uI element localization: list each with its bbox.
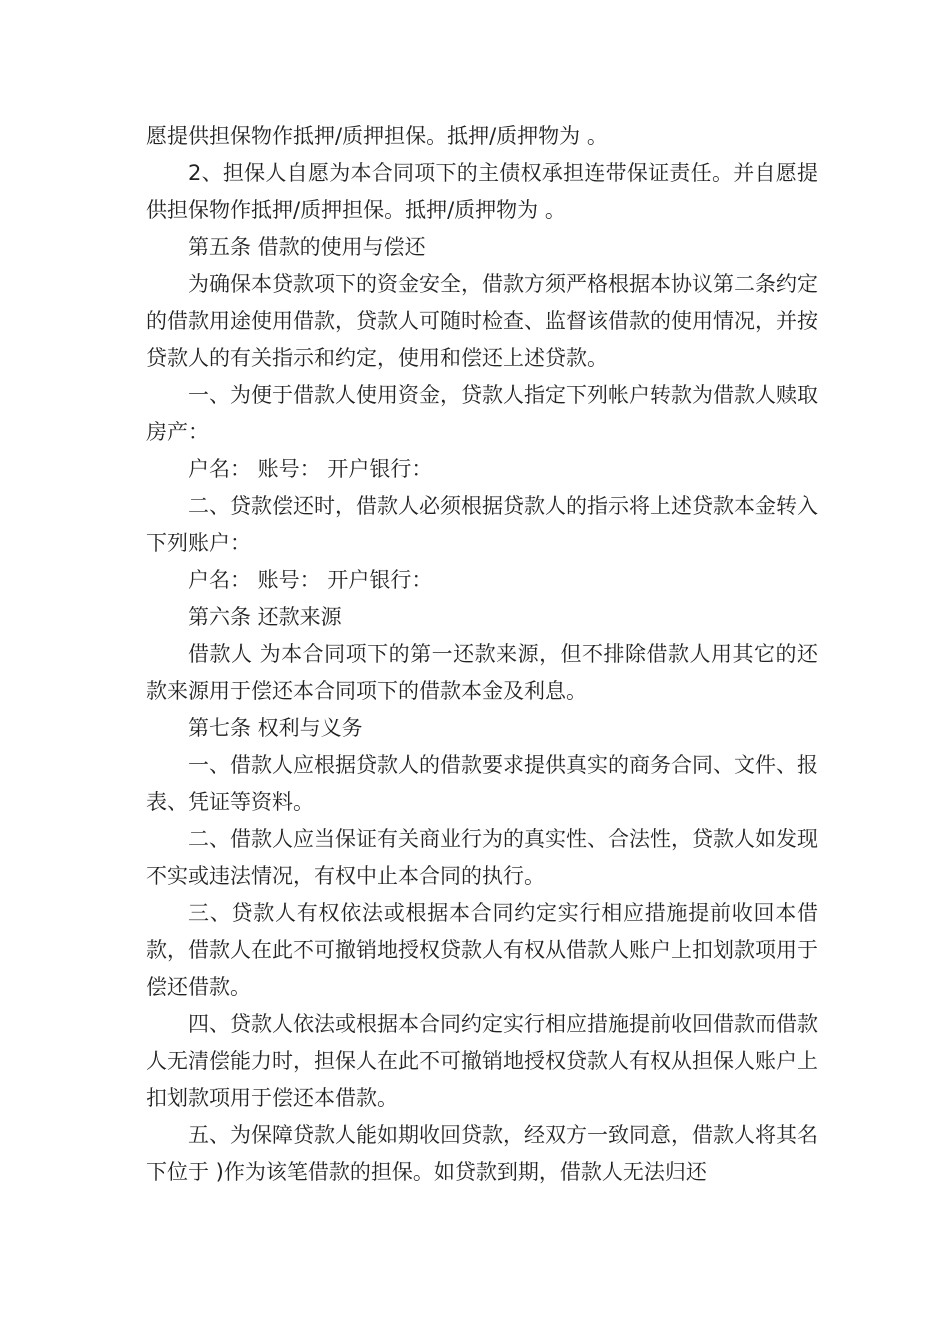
- paragraph-designated-account: 一、为便于借款人使用资金，贷款人指定下列帐户转款为借款人赎取房产：: [146, 383, 818, 444]
- paragraph-guarantor-clause-2: 2、担保人自愿为本合同项下的主债权承担连带保证责任。并自愿提供担保物作抵押/质押担保。抵押/质押物为 。: [146, 161, 818, 222]
- section-heading-article-7: 第七条 权利与义务: [188, 716, 363, 740]
- paragraph-continuation: 愿提供担保物作抵押/质押担保。抵押/质押物为 。: [146, 124, 608, 148]
- section-heading-article-5: 第五条 借款的使用与偿还: [188, 235, 426, 259]
- paragraph-repayment-source: 借款人 为本合同项下的第一还款来源，但不排除借款人用其它的还款来源用于偿还本合同项下的借款本金及利息。: [146, 642, 818, 703]
- paragraph-repayment-account: 二、贷款偿还时，借款人必须根据贷款人的指示将上述贷款本金转入下列账户：: [146, 494, 818, 555]
- paragraph-rights-4: 四、贷款人依法或根据本合同约定实行相应措施提前收回借款而借款人无清偿能力时，担保人在此不可撤销地授权贷款人有权从担保人账户上扣划款项用于偿还本借款。: [146, 1012, 818, 1110]
- paragraph-rights-3: 三、贷款人有权依法或根据本合同约定实行相应措施提前收回本借款，借款人在此不可撤销地授权贷款人有权从借款人账户上扣划款项用于偿还借款。: [146, 901, 818, 999]
- document-body: [146, 118, 818, 1191]
- paragraph-rights-5: 五、为保障贷款人能如期收回贷款，经双方一致同意，借款人将其名下位于 )作为该笔借款的担保。如贷款到期，借款人无法归还: [146, 1123, 818, 1184]
- account-info-line-1: 户名： 账号： 开户银行：: [188, 457, 433, 481]
- paragraph-rights-2: 二、借款人应当保证有关商业行为的真实性、合法性，贷款人如发现不实或违法情况，有权中止本合同的执行。: [146, 827, 818, 888]
- section-heading-article-6: 第六条 还款来源: [188, 605, 342, 629]
- paragraph-rights-1: 一、借款人应根据贷款人的借款要求提供真实的商务合同、文件、报表、凭证等资料。: [146, 753, 818, 814]
- paragraph-fund-safety: 为确保本贷款项下的资金安全，借款方须严格根据本协议第二条约定的借款用途使用借款，贷款人可随时检查、监督该借款的使用情况，并按贷款人的有关指示和约定，使用和偿还上述贷款。: [146, 272, 818, 370]
- account-info-line-2: 户名： 账号： 开户银行：: [188, 568, 433, 592]
